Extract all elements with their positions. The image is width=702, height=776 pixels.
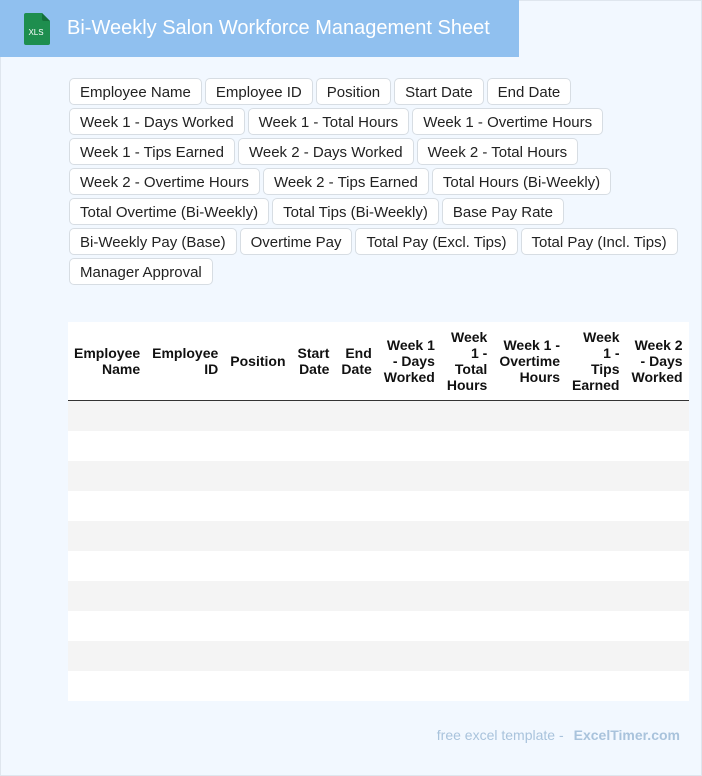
table-cell[interactable] (68, 461, 146, 491)
table-cell[interactable] (146, 491, 224, 521)
table-cell[interactable] (146, 671, 224, 701)
table-cell[interactable] (224, 461, 291, 491)
table-cell[interactable] (292, 581, 336, 611)
table-cell[interactable] (224, 581, 291, 611)
table-cell[interactable] (68, 491, 146, 521)
table-row (68, 671, 689, 701)
table-cell[interactable] (68, 641, 146, 671)
footer-text: free excel template - (436, 727, 564, 743)
field-chip[interactable]: Week 1 - Days Worked (69, 108, 245, 135)
table-cell[interactable] (493, 431, 566, 461)
table-cell[interactable] (566, 431, 625, 461)
column-header: Week 1 - Days Worked (378, 322, 441, 401)
table-cell[interactable] (566, 671, 625, 701)
field-chip[interactable]: Week 2 - Overtime Hours (69, 168, 260, 195)
field-chip[interactable]: Total Pay (Excl. Tips) (355, 228, 517, 255)
table-cell[interactable] (224, 401, 291, 432)
excel-file-icon (22, 13, 52, 45)
table-cell[interactable] (292, 671, 336, 701)
table-row (68, 401, 689, 432)
field-chip[interactable]: Base Pay Rate (442, 198, 564, 225)
table-cell[interactable] (68, 611, 146, 641)
column-header: Position (224, 322, 291, 401)
column-header: Start Date (292, 322, 336, 401)
table-cell[interactable] (625, 671, 688, 701)
page-title: Bi-Weekly Salon Workforce Management Sheet (67, 17, 490, 39)
table-cell[interactable] (146, 551, 224, 581)
table-cell[interactable] (625, 431, 688, 461)
table-cell[interactable] (335, 581, 377, 611)
table-cell[interactable] (292, 401, 336, 432)
table-cell[interactable] (292, 521, 336, 551)
table-cell[interactable] (625, 521, 688, 551)
table-cell[interactable] (493, 521, 566, 551)
column-header: Week 1 - Total Hours (441, 322, 493, 401)
table-cell[interactable] (146, 401, 224, 432)
table-cell[interactable] (335, 641, 377, 671)
table-cell[interactable] (378, 431, 441, 461)
field-chip[interactable]: Week 2 - Total Hours (417, 138, 579, 165)
column-header: End Date (335, 322, 377, 401)
field-chip[interactable]: Start Date (394, 78, 484, 105)
table-cell[interactable] (146, 431, 224, 461)
table-cell[interactable] (441, 671, 493, 701)
table-cell[interactable] (441, 401, 493, 432)
table-cell[interactable] (566, 551, 625, 581)
table-cell[interactable] (146, 641, 224, 671)
field-chip[interactable]: Week 2 - Days Worked (238, 138, 414, 165)
field-chip[interactable]: Week 1 - Tips Earned (69, 138, 235, 165)
table-cell[interactable] (625, 641, 688, 671)
table-cell[interactable] (493, 611, 566, 641)
column-header: Employee ID (146, 322, 224, 401)
table-cell[interactable] (625, 401, 688, 432)
table-cell[interactable] (378, 611, 441, 641)
table-cell[interactable] (566, 461, 625, 491)
table-cell[interactable] (378, 551, 441, 581)
table-cell[interactable] (441, 521, 493, 551)
table-cell[interactable] (625, 491, 688, 521)
table-cell[interactable] (68, 521, 146, 551)
table-cell[interactable] (441, 461, 493, 491)
field-chip[interactable]: Position (316, 78, 391, 105)
table-cell[interactable] (335, 551, 377, 581)
table-cell[interactable] (335, 461, 377, 491)
field-chip[interactable]: Total Tips (Bi-Weekly) (272, 198, 439, 225)
table-cell[interactable] (224, 521, 291, 551)
table-cell[interactable] (146, 461, 224, 491)
table-cell[interactable] (292, 611, 336, 641)
title-bar (0, 0, 519, 57)
table-cell[interactable] (625, 611, 688, 641)
table-cell[interactable] (224, 671, 291, 701)
table-cell[interactable] (441, 611, 493, 641)
table-cell[interactable] (335, 401, 377, 432)
table-cell[interactable] (335, 521, 377, 551)
table-cell[interactable] (292, 431, 336, 461)
column-header: Week 1 - Tips Earned (566, 322, 625, 401)
table-cell[interactable] (292, 461, 336, 491)
table-row (68, 521, 689, 551)
column-header: Employee Name (68, 322, 146, 401)
table-cell[interactable] (146, 611, 224, 641)
table-cell[interactable] (625, 551, 688, 581)
table-cell[interactable] (378, 581, 441, 611)
table-cell[interactable] (146, 581, 224, 611)
table-cell[interactable] (224, 431, 291, 461)
table-cell[interactable] (493, 551, 566, 581)
table-cell[interactable] (335, 611, 377, 641)
table-row (68, 611, 689, 641)
field-chip[interactable]: Employee Name (69, 78, 202, 105)
field-chip[interactable]: End Date (487, 78, 572, 105)
field-chip[interactable]: Total Pay (Incl. Tips) (521, 228, 678, 255)
table-cell[interactable] (441, 641, 493, 671)
table-cell[interactable] (493, 401, 566, 432)
column-header: Week 2 - Days Worked (625, 322, 688, 401)
field-chip[interactable]: Week 1 - Total Hours (248, 108, 410, 135)
field-chip[interactable]: Bi-Weekly Pay (Base) (69, 228, 237, 255)
field-chip[interactable]: Week 2 - Tips Earned (263, 168, 429, 195)
table-cell[interactable] (566, 401, 625, 432)
table-row (68, 581, 689, 611)
table-cell[interactable] (292, 551, 336, 581)
table-cell[interactable] (68, 581, 146, 611)
table-cell[interactable] (224, 611, 291, 641)
column-header: Week 1 - Overtime Hours (493, 322, 566, 401)
table-cell[interactable] (441, 581, 493, 611)
field-list (69, 78, 679, 285)
svg-text:XLS: XLS (28, 28, 44, 37)
field-chip[interactable]: Employee ID (205, 78, 313, 105)
field-chip[interactable]: Overtime Pay (240, 228, 353, 255)
field-chip[interactable]: Total Hours (Bi-Weekly) (432, 168, 611, 195)
table-cell[interactable] (292, 491, 336, 521)
table-header-row (68, 322, 689, 401)
table-cell[interactable] (378, 401, 441, 432)
table-cell[interactable] (493, 581, 566, 611)
table-cell[interactable] (292, 641, 336, 671)
table-body (68, 401, 689, 702)
footer (437, 727, 680, 743)
table-cell[interactable] (625, 581, 688, 611)
table-cell[interactable] (146, 521, 224, 551)
table-cell[interactable] (68, 551, 146, 581)
table-cell[interactable] (335, 671, 377, 701)
field-chip[interactable]: Manager Approval (69, 258, 213, 285)
table-cell[interactable] (378, 521, 441, 551)
table-cell[interactable] (68, 401, 146, 432)
table-cell[interactable] (378, 461, 441, 491)
table-cell[interactable] (493, 491, 566, 521)
table-cell[interactable] (566, 581, 625, 611)
employee-table (68, 322, 689, 701)
table-cell[interactable] (441, 491, 493, 521)
table-cell[interactable] (566, 521, 625, 551)
table-cell[interactable] (68, 431, 146, 461)
table-cell[interactable] (441, 551, 493, 581)
table-cell[interactable] (68, 671, 146, 701)
table-cell[interactable] (335, 431, 377, 461)
table-cell[interactable] (224, 491, 291, 521)
field-chip[interactable]: Total Overtime (Bi-Weekly) (69, 198, 269, 225)
table-cell[interactable] (441, 431, 493, 461)
table-cell[interactable] (378, 641, 441, 671)
table-cell[interactable] (493, 671, 566, 701)
table-cell[interactable] (378, 671, 441, 701)
table-cell[interactable] (566, 611, 625, 641)
table-cell[interactable] (335, 491, 377, 521)
footer-brand-link[interactable]: ExcelTimer.com (573, 727, 680, 743)
field-chip[interactable]: Week 1 - Overtime Hours (412, 108, 603, 135)
table-row (68, 431, 689, 461)
table-cell[interactable] (224, 551, 291, 581)
table-cell[interactable] (493, 641, 566, 671)
table-row (68, 551, 689, 581)
table-cell[interactable] (224, 641, 291, 671)
table-row (68, 461, 689, 491)
table-cell[interactable] (625, 461, 688, 491)
table-cell[interactable] (378, 491, 441, 521)
table-cell[interactable] (493, 461, 566, 491)
table-row (68, 491, 689, 521)
data-table (68, 322, 683, 701)
table-row (68, 641, 689, 671)
table-cell[interactable] (566, 491, 625, 521)
table-cell[interactable] (566, 641, 625, 671)
